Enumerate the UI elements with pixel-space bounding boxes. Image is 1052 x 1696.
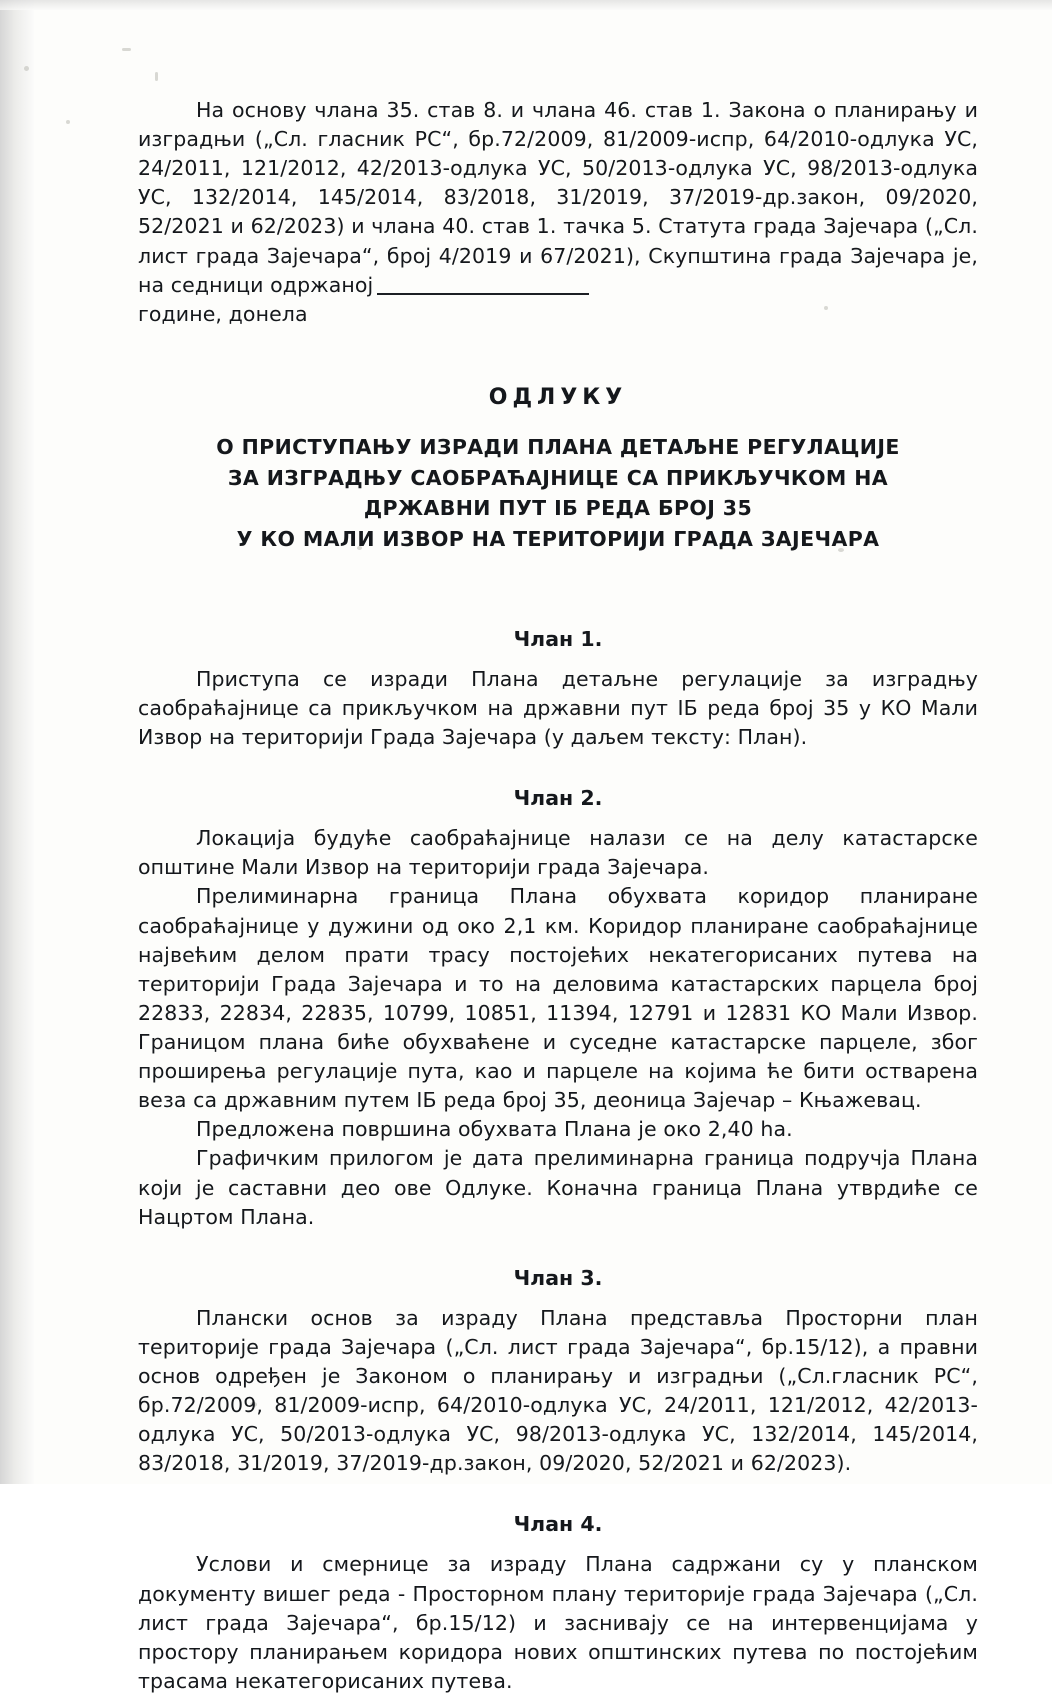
date-blank-line — [377, 293, 589, 295]
article-heading: Члан 3. — [513, 1265, 603, 1290]
subtitle-line: ДРЖАВНИ ПУТ IБ РЕДА БРОЈ 35 — [363, 496, 753, 521]
article-paragraph: Плански основ за израду Плана представља Просторни план територије града Зајечара („Сл. лист града Зајечара“, бр.15/12), а правни основ одређен је Законом о планирању и изградњи („Сл.гласник РС“, бр.72/2009, 81/2009-испр, 64/2010-одлука УС, 24/2011, 121/2012, 42/2013-одлука УС, 50/2013-одлука УС, 98/2013-одлука УС, 132/2014, 145/2014, 83/2018, 31/2019, 37/2019-др.закон, 09/2020, 52/2021 и 62/2023). — [138, 1305, 978, 1476]
document-subtitle — [138, 432, 978, 555]
preamble-closing: године, донела — [138, 301, 308, 326]
article-1 — [138, 627, 978, 752]
preamble-text: На основу члана 35. став 8. и члана 46. став 1. Закона о планирању и изградњи („Сл. гласник РС“, бр.72/2009, 81/2009-испр, 64/2010-одлука УС, 24/2011, 121/2012, 42/2013-одлука УС, 50/2013-одлука УС, 98/2013-одлука УС, 132/2014, 145/2014, 83/2018, 31/2019, 37/2019-др.закон, 09/2020, 52/2021 и 62/2023) и члана 40. став 1. тачка 5. Статута града Зајечара („Сл. лист града Зајечара“, број 4/2019 и 67/2021), Скупштина града Зајечара је, на седници одржаној — [138, 98, 978, 297]
article-paragraph: Локација будуће саобраћајнице налази се на делу катастарске општине Мали Извор на територији града Зајечара. — [138, 826, 978, 880]
preamble-paragraph — [138, 96, 978, 300]
scan-edge-shadow-top — [0, 0, 1052, 10]
scan-edge-shadow-left — [0, 0, 34, 1484]
scan-speck — [66, 120, 70, 124]
article-4 — [138, 1512, 978, 1696]
article-paragraph: Приступа се изради Плана детаљне регулације за изградњу саобраћајнице са прикључком на државни пут IБ реда број 35 у КО Мали Извор на територији Града Зајечара (у даљем тексту: План). — [138, 666, 978, 750]
article-paragraph: Графичким прилогом је дата прелиминарна граница подручја Плана који је саставни део ове Одлуке. Коначна граница Плана утврдиће се Нацртом Плана. — [138, 1146, 978, 1229]
subtitle-line: ЗА ИЗГРАДЊУ САОБРАЋАЈНИЦЕ СА ПРИКЉУЧКОМ НА — [227, 465, 889, 490]
article-heading: Члан 1. — [513, 626, 603, 651]
article-paragraph: Прелиминарна граница Плана обухвата коридор планиране саобраћајнице у дужини од око 2,1 км. Коридор планиране саобраћајнице највећим делом прати трасу постојећих некатегорисаних путева на територији Града Зајечара и то на деловима катастарских парцела број 22833, 22834, 22835, 10799, 10851, 11394, 12791 и 12831 КО Мали Извор. Границом плана биће обухваћене и суседне катастарске парцеле, због проширења регулације пута, као и парцеле на којима ће бити остварена веза са државним путем IБ реда број 35, деоница Зајечар – Књажевац. — [138, 884, 978, 1113]
subtitle-line: У КО МАЛИ ИЗВОР НА ТЕРИТОРИЈИ ГРАДА ЗАЈЕЧАРА — [236, 527, 880, 552]
preamble-block — [138, 96, 978, 329]
document-body — [138, 96, 978, 1696]
scan-speck — [155, 72, 158, 81]
article-heading: Члан 2. — [513, 786, 603, 811]
article-3 — [138, 1266, 978, 1479]
article-paragraph: Услови и смернице за израду Плана садржани су у планском документу вишег реда - Просторном плану територије града Зајечара („Сл. лист града Зајечара“, бр.15/12) и заснивају се на интервенцијама у простору планирањем коридора нових општинских путева по постојећим трасама некатегорисаних путева. — [138, 1552, 978, 1693]
article-2 — [138, 786, 978, 1232]
page-title: ОДЛУКУ — [488, 384, 628, 410]
article-paragraph: Предложена површина обухвата Плана је око 2,40 ha. — [196, 1117, 793, 1142]
subtitle-line: О ПРИСТУПАЊУ ИЗРАДИ ПЛАНА ДЕТАЉНЕ РЕГУЛАЦИЈЕ — [216, 434, 900, 459]
document-title-block — [138, 385, 978, 555]
scan-speck — [122, 48, 131, 51]
scan-speck — [24, 66, 29, 71]
article-heading: Члан 4. — [513, 1512, 603, 1537]
